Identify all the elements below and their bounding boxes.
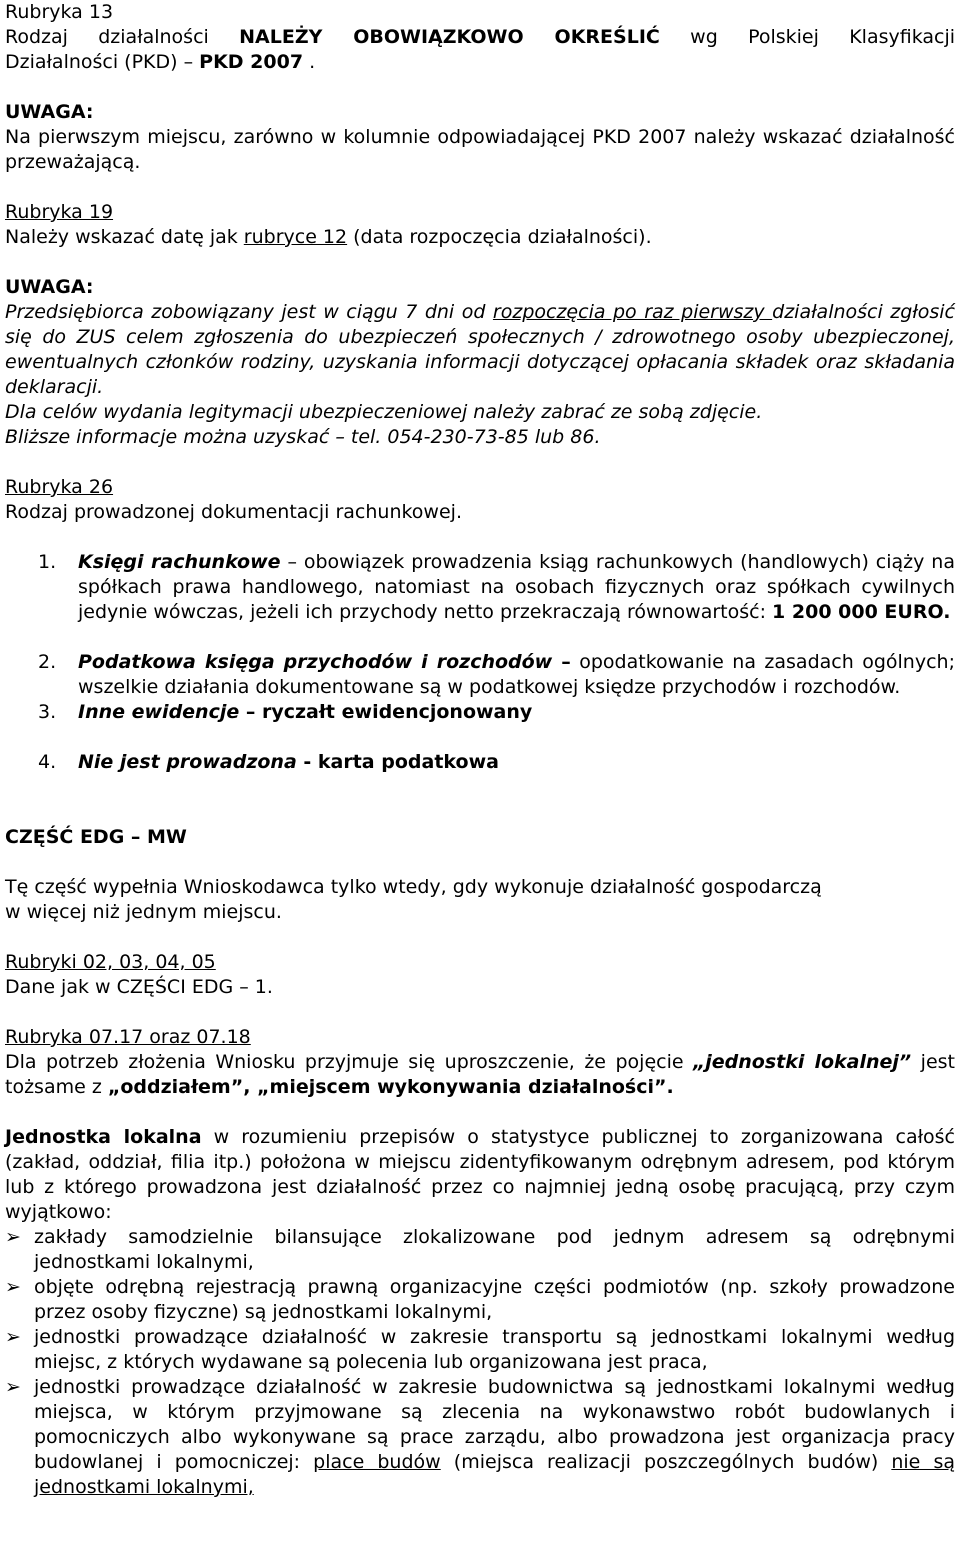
rubryka-19-photo-note: Dla celów wydania legitymacji ubezpieczeniowej należy zabrać ze sobą zdjęcie. [5, 401, 763, 423]
list-item: ➢ jednostki prowadzące działalność w zakresie budownictwa są jednostkami lokalnymi według miejsca, w którym przyjmowane są zlecenia na wykonawstwo robót budowlanych i pomocniczych albo wykonywane są prace zarządu, albo prowadzona jest organizacja pracy budowlanej i pomocniczej: place budów (miejsca realizacji poszczególnych budów) nie są jednostkami lokalnymi, [5, 1376, 955, 1498]
document-page [5, 0, 955, 1500]
jednostka-lokalna-definition: Jednostka lokalna w rozumieniu przepisów o statystyce publicznej to zorganizowana całość (zakład, oddział, filia itp.) położona w miejscu zidentyfikowanym odrębnym adresem, pod którym lub z którego prowadzona jest działalność przez co najmniej jedną osobę pracującą, przy czym wyjątkowo: [5, 1126, 956, 1223]
rubryki-02-05-heading: Rubryki 02, 03, 04, 05 [5, 951, 216, 973]
rubryka-19-text: Należy wskazać datę jak rubryce 12 (data rozpoczęcia działalności). [5, 226, 652, 248]
rubryka-0717-heading: Rubryka 07.17 oraz 07.18 [5, 1026, 251, 1048]
list-item: ➢ objęte odrębną rejestracją prawną organizacyjne części podmiotów (np. szkoły prowadzone przez osoby fizyczne) są jednostkami lokalnymi, [5, 1276, 955, 1323]
edg-intro-line-2: w więcej niż jednym miejscu. [5, 901, 282, 923]
rubryka-0717-text: Dla potrzeb złożenia Wniosku przyjmuje się uproszczenie, że pojęcie „jednostki lokalnej” jest tożsame z „oddziałem”, „miejscem wykonywania działalności”. [5, 1051, 956, 1098]
rubryka-19-contact: Bliższe informacje można uzyskać – tel. 054-230-73-85 lub 86. [5, 426, 601, 448]
list-item: 1. Księgi rachunkowe – obowiązek prowadzenia ksiąg rachunkowych (handlowych) ciąży na spółkach prawa handlowego, natomiast na osobach fizycznych oraz spółkach cywilnych jedynie wówczas, jeżeli ich przychody netto przekraczają równowartość: 1 200 000 EURO. [38, 551, 955, 623]
uwaga-label: UWAGA: [5, 101, 94, 123]
uwaga-label: UWAGA: [5, 276, 94, 298]
list-item: ➢ zakłady samodzielnie bilansujące zlokalizowane pod jednym adresem są odrębnymi jednostkami lokalnymi, [5, 1226, 955, 1273]
arrow-bullet-icon: ➢ [5, 1376, 21, 1398]
rubryka-13-heading: Rubryka 13 [5, 1, 114, 23]
rubryka-13-note: Na pierwszym miejscu, zarówno w kolumnie odpowiadającej PKD 2007 należy wskazać działalność przeważającą. [5, 126, 955, 173]
rubryki-02-05-text: Dane jak w CZĘŚCI EDG – 1. [5, 976, 273, 998]
rubryka-19-heading: Rubryka 19 [5, 201, 114, 223]
list-item: ➢ jednostki prowadzące działalność w zakresie transportu są jednostkami lokalnymi według miejsc, z których wydawane są polecenia lub organizowana jest praca, [5, 1326, 955, 1373]
arrow-bullet-icon: ➢ [5, 1326, 21, 1348]
rubryka-13-line-1: Rodzaj działalności NALEŻY OBOWIĄZKOWO OKREŚLIĆ wg Polskiej Klasyfikacji [5, 26, 956, 48]
list-item: 2. Podatkowa księga przychodów i rozchodów – opodatkowanie na zasadach ogólnych; wszelkie działania dokumentowane są w podatkowej księdze przychodów i rozchodów. [38, 651, 955, 698]
rubryka-13-line-2: Działalności (PKD) – PKD 2007 . [5, 51, 316, 73]
edg-intro-line-1: Tę część wypełnia Wnioskodawca tylko wtedy, gdy wykonuje działalność gospodarczą [5, 876, 822, 898]
arrow-bullet-icon: ➢ [5, 1276, 21, 1298]
arrow-bullet-icon: ➢ [5, 1226, 21, 1248]
section-heading-edg-mw: CZĘŚĆ EDG – MW [5, 826, 187, 848]
rubryka-26-heading: Rubryka 26 [5, 476, 114, 498]
list-item: 3. Inne ewidencje – ryczałt ewidencjonowany [38, 701, 533, 723]
rubryka-26-subtitle: Rodzaj prowadzonej dokumentacji rachunkowej. [5, 501, 462, 523]
list-item: 4. Nie jest prowadzona - karta podatkowa [38, 751, 499, 773]
rubryka-19-zus-paragraph: Przedsiębiorca zobowiązany jest w ciągu 7 dni od rozpoczęcia po raz pierwszy działalności zgłosić się do ZUS celem zgłoszenia do ubezpieczeń społecznych / zdrowotnego osoby ubezpieczonej, ewentualnych członków rodziny, uzyskania informacji dotyczącej opłacania składek oraz składania deklaracji. [5, 301, 956, 398]
